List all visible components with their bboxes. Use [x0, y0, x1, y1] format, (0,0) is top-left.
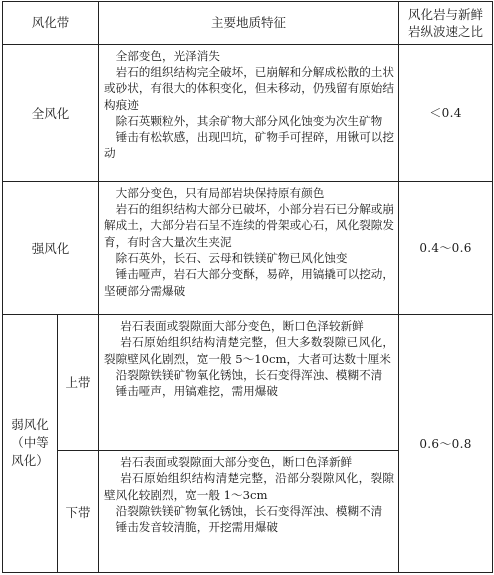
features-weak-upper: [99, 314, 399, 450]
ratio-weak: 0.6～0.8: [399, 314, 493, 572]
header-zone: 风化带: [3, 2, 99, 45]
zone-weak-line3: 风化）: [11, 453, 49, 469]
feature-item: 岩石原始组织结构清楚完整，沿部分裂隙风化，裂隙壁风化较剧烈，宽一般 1～3cm: [104, 471, 395, 502]
header-row: [3, 2, 493, 45]
row-full-weathering: [3, 44, 493, 181]
feature-item: 锤击有松软感，出现凹坑，矿物手可捏碎，用锹可以挖动: [104, 130, 395, 161]
ratio-full: ＜0.4: [399, 44, 493, 181]
feature-item: 锤击哑声，岩石大部分变酥，易碎，用镐撬可以挖动，坚硬部分需爆破: [104, 267, 395, 298]
features-weak-lower: [99, 451, 399, 573]
feature-item: 除石英外，长石、云母和铁镁矿物已风化蚀变: [115, 251, 348, 266]
subzone-upper: 上带: [58, 314, 99, 450]
zone-weak-line2: （中等: [11, 435, 49, 451]
zone-weak-name: [11, 416, 49, 470]
weathering-zone-table: [2, 1, 493, 573]
feature-item: 沿裂隙铁镁矿物氧化锈蚀，长石变得浑浊、模糊不清: [115, 367, 383, 382]
row-strong-weathering: [3, 181, 493, 314]
zone-weak: [3, 314, 58, 572]
ratio-strong: 0.4～0.6: [399, 181, 493, 314]
zone-strong: 强风化: [3, 181, 99, 314]
feature-item: 岩石表面或裂隙面大部分变色，断口色泽新鲜: [120, 455, 353, 470]
feature-item: 岩石的组织结构完全破坏，已崩解和分解成松散的土状或砂状，有很大的体积变化，但未移动，仍残留有原始结构痕迹: [104, 64, 395, 112]
header-ratio-text: 风化岩与新鲜岩纵波速之比: [408, 6, 484, 39]
feature-item: 沿裂隙铁镁矿物氧化锈蚀，长石变得浑浊、模糊不清: [115, 503, 383, 518]
feature-item: 除石英颗粒外，其余矿物大部分风化蚀变为次生矿物: [115, 113, 383, 128]
feature-item: 岩石的组织结构大部分已破坏，小部分岩石已分解或崩解成土，大部分岩石呈不连续的骨架或心石，风化裂隙发育，有时含大量次生夹泥: [104, 202, 395, 249]
row-weak-upper: [3, 314, 493, 450]
header-ratio: [399, 2, 493, 45]
header-features: 主要地质特征: [99, 2, 399, 45]
zone-full: 全风化: [3, 44, 99, 181]
feature-item: 锤击哑声，用镐难挖，需用爆破: [115, 384, 278, 399]
feature-item: 全部变色，光泽消失: [115, 48, 220, 63]
feature-item: 锤击发音较清脆，开挖需用爆破: [115, 520, 278, 535]
feature-item: 岩石原始组织结构清楚完整，但大多数裂隙已风化，裂隙壁风化剧烈，宽一般 5～10cm，大者可达数十厘米: [104, 335, 395, 366]
features-full: [99, 44, 399, 181]
zone-weak-line1: 弱风化: [11, 417, 49, 433]
feature-item: 岩石表面或裂隙面大部分变色，断口色泽较新鲜: [120, 318, 364, 333]
feature-item: 大部分变色，只有局部岩块保持原有颜色: [115, 185, 325, 200]
subzone-lower: 下带: [58, 451, 99, 573]
features-strong: [99, 181, 399, 314]
